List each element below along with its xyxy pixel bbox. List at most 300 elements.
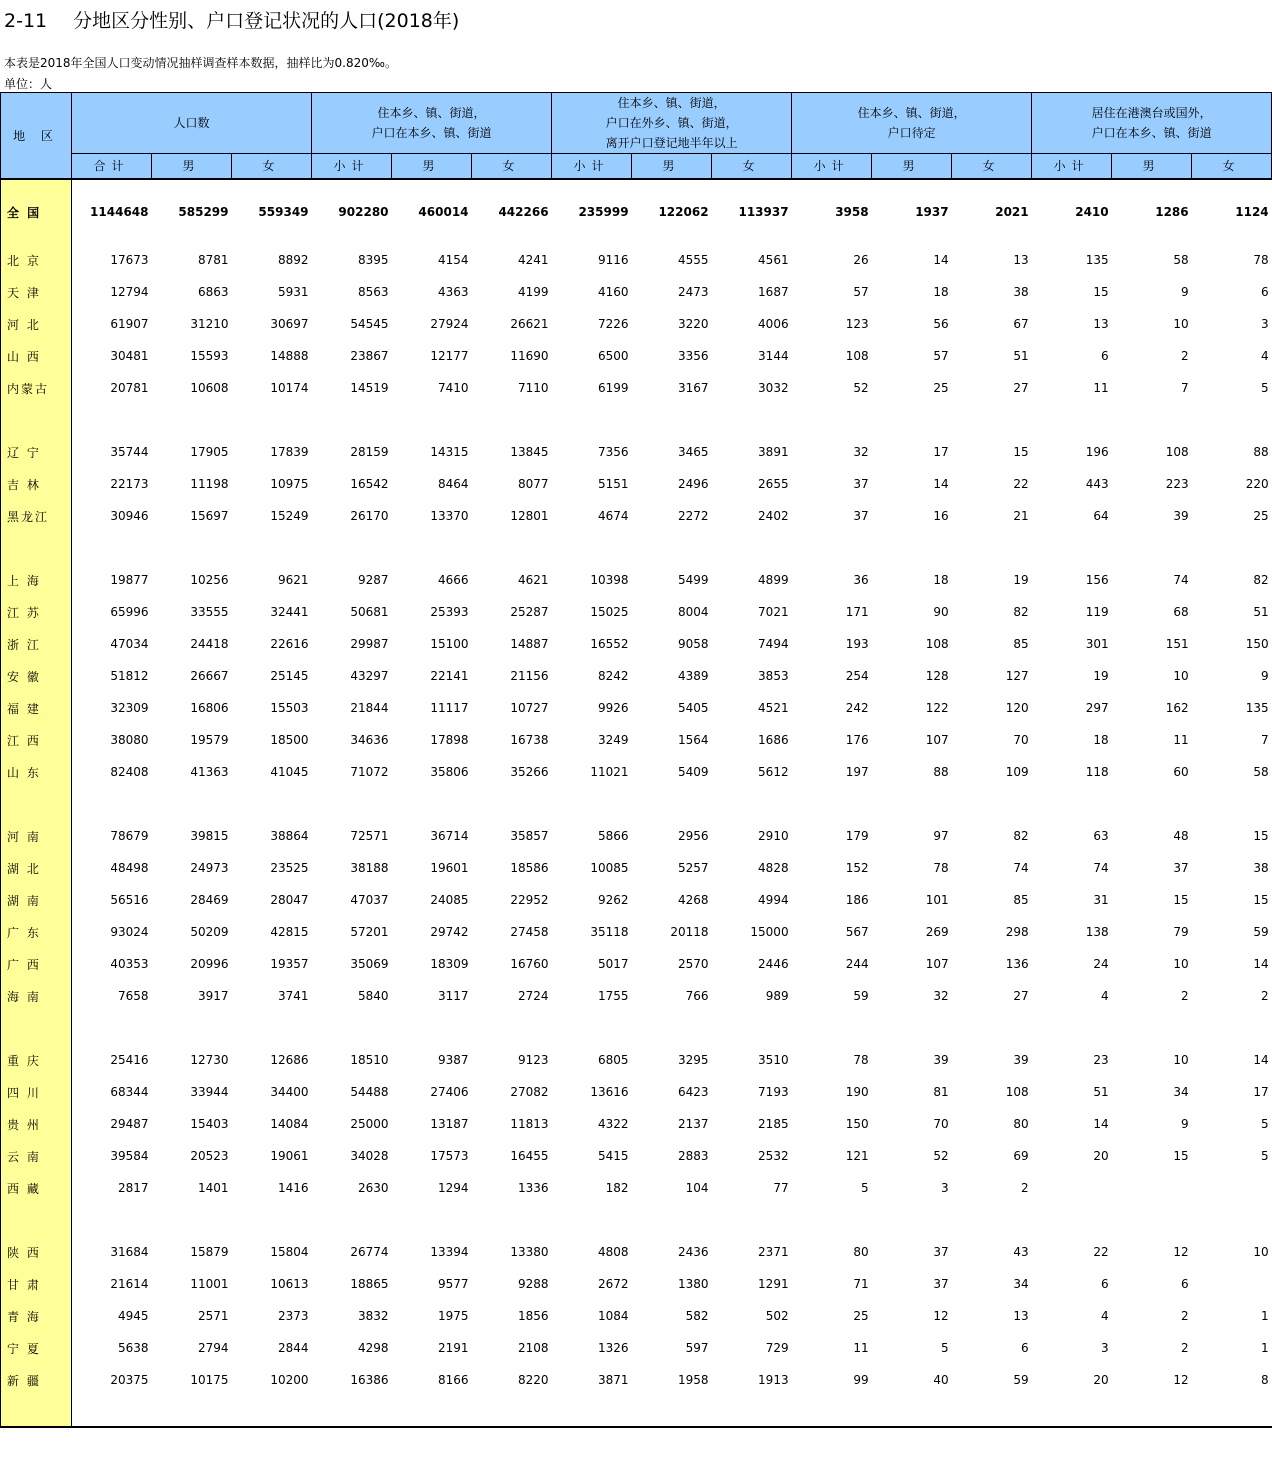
value-cell: 18	[933, 573, 949, 587]
region-name: 新 疆	[1, 1364, 72, 1396]
region-name: 青 海	[1, 1300, 72, 1332]
table-row	[1, 916, 1272, 948]
value-cell: 11117	[430, 701, 469, 715]
value-cell: 16386	[350, 1373, 389, 1387]
value-cell: 4	[1100, 989, 1109, 1003]
value-cell: 24085	[430, 893, 469, 907]
spacer-cell	[792, 1012, 872, 1044]
value-cell: 71	[853, 1277, 869, 1291]
value-cell: 38080	[110, 733, 149, 747]
spacer-cell	[232, 1204, 312, 1236]
value-cell: 1286	[1112, 179, 1192, 244]
value-cell: 20523	[190, 1149, 229, 1163]
value-cell: 38188	[350, 861, 389, 875]
value-cell: 4945	[117, 1309, 149, 1323]
value-cell: 56	[933, 317, 949, 331]
value-cell: 4	[1261, 349, 1269, 363]
spacer-cell	[1112, 1012, 1192, 1044]
value-cell: 65996	[110, 605, 149, 619]
value-cell: 1380	[678, 1277, 709, 1291]
value-cell: 2	[1180, 989, 1189, 1003]
value-cell: 29487	[110, 1117, 149, 1131]
value-cell: 4674	[598, 509, 629, 523]
spacer-cell	[1192, 788, 1272, 820]
value-cell: 2844	[277, 1341, 309, 1355]
header-group-local	[312, 93, 552, 154]
value-cell: 4241	[518, 253, 549, 267]
value-cell: 68	[1173, 605, 1189, 619]
value-cell: 8464	[437, 477, 469, 491]
page-title	[4, 6, 459, 33]
value-cell: 12177	[430, 349, 469, 363]
value-cell: 13	[1093, 317, 1109, 331]
spacer-cell	[232, 1396, 312, 1427]
subheader-cell: 男	[392, 154, 472, 180]
value-cell: 15100	[430, 637, 469, 651]
value-cell: 14519	[350, 381, 389, 395]
value-cell	[1112, 1172, 1192, 1204]
value-cell: 25145	[270, 669, 309, 683]
value-cell: 582	[685, 1309, 709, 1323]
value-cell: 28159	[350, 445, 389, 459]
table-number: 2-11	[4, 10, 48, 32]
table-row	[1, 1172, 1272, 1204]
value-cell: 17573	[430, 1149, 469, 1163]
value-cell: 150	[1245, 637, 1269, 651]
value-cell: 19	[1013, 573, 1029, 587]
value-cell: 39	[1013, 1053, 1029, 1067]
region-name: 辽 宁	[1, 436, 72, 468]
value-cell: 14084	[270, 1117, 309, 1131]
spacer-cell	[552, 1012, 632, 1044]
value-cell: 27	[1013, 381, 1029, 395]
value-cell: 39	[933, 1053, 949, 1067]
value-cell: 24418	[190, 637, 229, 651]
value-cell: 5638	[117, 1341, 149, 1355]
spacer-cell	[872, 1012, 952, 1044]
value-cell: 597	[685, 1341, 709, 1355]
value-cell: 38864	[270, 829, 309, 843]
value-cell: 156	[1085, 573, 1109, 587]
table-row	[1, 436, 1272, 468]
value-cell: 3032	[758, 381, 789, 395]
subheader-cell: 合计	[72, 154, 152, 180]
value-cell: 3220	[678, 317, 709, 331]
value-cell: 5499	[678, 573, 709, 587]
value-cell: 1687	[758, 285, 789, 299]
value-cell: 9288	[518, 1277, 549, 1291]
value-cell: 585299	[152, 179, 232, 244]
value-cell: 152	[845, 861, 869, 875]
value-cell: 14887	[510, 637, 549, 651]
value-cell: 559349	[232, 179, 312, 244]
value-cell: 31	[1093, 893, 1109, 907]
value-cell: 10200	[270, 1373, 309, 1387]
spacer-cell	[1, 1396, 72, 1427]
spacer-cell	[1032, 404, 1112, 436]
value-cell: 15503	[270, 701, 309, 715]
value-cell: 72571	[350, 829, 389, 843]
value-cell: 2272	[678, 509, 709, 523]
value-cell: 1144648	[72, 179, 152, 244]
value-cell: 107	[925, 957, 949, 971]
value-cell: 5151	[598, 477, 629, 491]
value-cell: 68344	[110, 1085, 149, 1099]
subheader-cell: 女	[472, 154, 552, 180]
table-title: 分地区分性别、户口登记状况的人口(2018年)	[73, 10, 460, 32]
value-cell: 2185	[758, 1117, 789, 1131]
value-cell: 21614	[110, 1277, 149, 1291]
value-cell: 11021	[590, 765, 629, 779]
value-cell: 15	[1173, 893, 1189, 907]
subheader-cell: 女	[1192, 154, 1272, 180]
value-cell: 6199	[598, 381, 629, 395]
table-row	[1, 1332, 1272, 1364]
subheader-cell: 女	[232, 154, 312, 180]
spacer-cell	[152, 404, 232, 436]
value-cell: 35744	[110, 445, 149, 459]
header-line: 离开户口登记地半年以上	[605, 136, 738, 150]
region-name: 山 西	[1, 340, 72, 372]
value-cell: 18865	[350, 1277, 389, 1291]
total-row	[1, 179, 1272, 244]
region-name: 湖 南	[1, 884, 72, 916]
value-cell: 15	[1173, 1149, 1189, 1163]
value-cell: 135	[1085, 253, 1109, 267]
value-cell: 40353	[110, 957, 149, 971]
value-cell: 5	[860, 1181, 869, 1195]
spacer-cell	[552, 788, 632, 820]
table-row	[1, 1044, 1272, 1076]
value-cell: 32441	[270, 605, 309, 619]
value-cell: 235999	[552, 179, 632, 244]
spacer-cell	[312, 1012, 392, 1044]
value-cell: 48498	[110, 861, 149, 875]
spacer-row	[1, 1204, 1272, 1236]
spacer-cell	[72, 1396, 152, 1427]
header-line: 户口在本乡、镇、街道	[1091, 126, 1212, 140]
value-cell: 9387	[437, 1053, 469, 1067]
value-cell: 3144	[758, 349, 789, 363]
value-cell: 3356	[678, 349, 709, 363]
value-cell: 13394	[430, 1245, 469, 1259]
value-cell: 15	[1013, 445, 1029, 459]
value-cell: 34	[1013, 1277, 1029, 1291]
value-cell: 223	[1165, 477, 1189, 491]
value-cell: 35266	[510, 765, 549, 779]
value-cell: 2	[1020, 1181, 1029, 1195]
value-cell: 9	[1261, 669, 1269, 683]
table-row	[1, 1140, 1272, 1172]
value-cell: 32309	[110, 701, 149, 715]
table-row	[1, 372, 1272, 404]
value-cell: 4555	[678, 253, 709, 267]
spacer-cell	[472, 1396, 552, 1427]
value-cell: 196	[1085, 445, 1109, 459]
spacer-cell	[872, 1396, 952, 1427]
region-name: 陕 西	[1, 1236, 72, 1268]
spacer-row	[1, 788, 1272, 820]
value-cell: 244	[845, 957, 869, 971]
value-cell: 6423	[678, 1085, 709, 1099]
value-cell: 22952	[510, 893, 549, 907]
table-row	[1, 1268, 1272, 1300]
value-cell: 2371	[758, 1245, 789, 1259]
value-cell: 136	[1005, 957, 1029, 971]
value-cell: 7226	[598, 317, 629, 331]
value-cell: 21156	[510, 669, 549, 683]
spacer-cell	[312, 788, 392, 820]
spacer-cell	[1, 1204, 72, 1236]
value-cell: 171	[845, 605, 869, 619]
spacer-cell	[392, 404, 472, 436]
value-cell: 52	[853, 381, 869, 395]
value-cell: 1755	[598, 989, 629, 1003]
value-cell: 88	[1253, 445, 1269, 459]
spacer-cell	[792, 1204, 872, 1236]
spacer-cell	[792, 1396, 872, 1427]
value-cell: 13380	[510, 1245, 549, 1259]
header-line: 住本乡、镇、街道，	[377, 106, 486, 120]
value-cell: 11690	[510, 349, 549, 363]
spacer-cell	[872, 532, 952, 564]
value-cell: 502	[765, 1309, 789, 1323]
region-name: 内蒙古	[1, 372, 72, 404]
table-row	[1, 500, 1272, 532]
value-cell: 26170	[350, 509, 389, 523]
value-cell: 13	[1013, 1309, 1029, 1323]
value-cell: 4363	[437, 285, 469, 299]
value-cell: 2910	[758, 829, 789, 843]
value-cell: 119	[1085, 605, 1109, 619]
value-cell: 24973	[190, 861, 229, 875]
value-cell	[1192, 1268, 1272, 1300]
value-cell: 3295	[678, 1053, 709, 1067]
value-cell: 12794	[110, 285, 149, 299]
value-cell: 108	[845, 349, 869, 363]
value-cell: 19877	[110, 573, 149, 587]
value-cell: 23867	[350, 349, 389, 363]
value-cell: 18309	[430, 957, 469, 971]
spacer-cell	[952, 404, 1032, 436]
value-cell: 2021	[952, 179, 1032, 244]
value-cell: 1336	[518, 1181, 549, 1195]
value-cell: 16542	[350, 477, 389, 491]
value-cell: 18500	[270, 733, 309, 747]
value-cell: 1084	[598, 1309, 629, 1323]
value-cell: 10975	[270, 477, 309, 491]
table-row	[1, 340, 1272, 372]
value-cell: 74	[1173, 573, 1189, 587]
table-row	[1, 980, 1272, 1012]
value-cell: 7	[1180, 381, 1189, 395]
value-cell: 8	[1261, 1373, 1269, 1387]
value-cell: 15879	[190, 1245, 229, 1259]
value-cell: 729	[765, 1341, 789, 1355]
value-cell: 24	[1093, 957, 1109, 971]
spacer-cell	[232, 532, 312, 564]
value-cell: 18586	[510, 861, 549, 875]
value-cell: 13370	[430, 509, 469, 523]
value-cell: 1401	[197, 1181, 229, 1195]
value-cell: 41363	[190, 765, 229, 779]
value-cell: 63	[1093, 829, 1109, 843]
value-cell: 13187	[430, 1117, 469, 1131]
value-cell: 25416	[110, 1053, 149, 1067]
value-cell: 2402	[758, 509, 789, 523]
value-cell: 2446	[758, 957, 789, 971]
value-cell: 26774	[350, 1245, 389, 1259]
value-cell: 4160	[598, 285, 629, 299]
region-name: 吉 林	[1, 468, 72, 500]
region-name: 上 海	[1, 564, 72, 596]
spacer-cell	[952, 532, 1032, 564]
value-cell: 15000	[750, 925, 789, 939]
value-cell: 2410	[1032, 179, 1112, 244]
value-cell: 8892	[277, 253, 309, 267]
value-cell: 20781	[110, 381, 149, 395]
value-cell: 766	[685, 989, 709, 1003]
value-cell: 88	[933, 765, 949, 779]
value-cell: 19357	[270, 957, 309, 971]
value-cell: 4521	[758, 701, 789, 715]
spacer-cell	[1, 1012, 72, 1044]
value-cell: 3	[940, 1181, 949, 1195]
value-cell: 32	[853, 445, 869, 459]
value-cell: 2137	[678, 1117, 709, 1131]
value-cell: 11	[1093, 381, 1109, 395]
value-cell: 7	[1261, 733, 1269, 747]
value-cell: 2191	[437, 1341, 469, 1355]
value-cell: 38	[1253, 861, 1269, 875]
spacer-cell	[72, 788, 152, 820]
region-name: 广 东	[1, 916, 72, 948]
value-cell: 179	[845, 829, 869, 843]
value-cell: 567	[845, 925, 869, 939]
unit-label: 单位：人	[4, 77, 53, 91]
value-cell: 4828	[758, 861, 789, 875]
value-cell: 4994	[758, 893, 789, 907]
value-cell: 60	[1173, 765, 1189, 779]
spacer-cell	[232, 1012, 312, 1044]
value-cell: 47034	[110, 637, 149, 651]
value-cell: 11001	[190, 1277, 229, 1291]
value-cell: 17898	[430, 733, 469, 747]
value-cell: 99	[853, 1373, 869, 1387]
value-cell: 8077	[518, 477, 549, 491]
value-cell: 2	[1180, 349, 1189, 363]
value-cell: 43	[1013, 1245, 1029, 1259]
spacer-cell	[392, 1396, 472, 1427]
value-cell: 17	[1253, 1085, 1269, 1099]
spacer-cell	[1032, 1204, 1112, 1236]
value-cell: 33555	[190, 605, 229, 619]
spacer-row	[1, 1012, 1272, 1044]
value-cell: 19061	[270, 1149, 309, 1163]
table-row	[1, 308, 1272, 340]
value-cell: 61907	[110, 317, 149, 331]
spacer-cell	[392, 1204, 472, 1236]
value-cell: 5409	[678, 765, 709, 779]
value-cell: 97	[933, 829, 949, 843]
value-cell: 14315	[430, 445, 469, 459]
value-cell: 9621	[277, 573, 309, 587]
value-cell: 15025	[590, 605, 629, 619]
spacer-cell	[1112, 788, 1192, 820]
spacer-cell	[632, 1012, 712, 1044]
value-cell: 14	[1253, 957, 1269, 971]
spacer-cell	[1192, 1012, 1272, 1044]
spacer-cell	[72, 1012, 152, 1044]
header-region: 地 区	[1, 93, 72, 180]
value-cell: 15804	[270, 1245, 309, 1259]
header-line: 户口在本乡、镇、街道	[371, 126, 492, 140]
value-cell: 41045	[270, 765, 309, 779]
value-cell: 90	[933, 605, 949, 619]
value-cell: 30697	[270, 317, 309, 331]
value-cell: 2570	[678, 957, 709, 971]
value-cell: 5840	[357, 989, 389, 1003]
value-cell: 35069	[350, 957, 389, 971]
table-row	[1, 1364, 1272, 1396]
value-cell: 14	[933, 477, 949, 491]
value-cell: 82	[1253, 573, 1269, 587]
region-name: 安 徽	[1, 660, 72, 692]
value-cell: 10	[1173, 317, 1189, 331]
header-group-migrant	[552, 93, 792, 154]
value-cell: 9	[1180, 285, 1189, 299]
region-name: 云 南	[1, 1140, 72, 1172]
spacer-cell	[1032, 788, 1112, 820]
value-cell: 31210	[190, 317, 229, 331]
value-cell: 39584	[110, 1149, 149, 1163]
value-cell: 107	[925, 733, 949, 747]
table-row	[1, 596, 1272, 628]
value-cell: 3	[1261, 317, 1269, 331]
header-line: 居住在港澳台或国外，	[1091, 106, 1212, 120]
value-cell	[1192, 1172, 1272, 1204]
value-cell: 9926	[598, 701, 629, 715]
value-cell: 3871	[598, 1373, 629, 1387]
region-name: 河 南	[1, 820, 72, 852]
spacer-cell	[1192, 404, 1272, 436]
value-cell: 128	[925, 669, 949, 683]
region-name: 全 国	[1, 179, 72, 244]
spacer-cell	[712, 1396, 792, 1427]
value-cell: 1937	[872, 179, 952, 244]
value-cell: 109	[1005, 765, 1029, 779]
value-cell: 10613	[270, 1277, 309, 1291]
value-cell: 269	[925, 925, 949, 939]
spacer-cell	[1192, 1396, 1272, 1427]
value-cell: 2	[1180, 1309, 1189, 1323]
value-cell: 4322	[598, 1117, 629, 1131]
value-cell: 27	[1013, 989, 1029, 1003]
value-cell: 5866	[598, 829, 629, 843]
table-row	[1, 276, 1272, 308]
spacer-cell	[152, 1012, 232, 1044]
region-name: 浙 江	[1, 628, 72, 660]
value-cell: 42815	[270, 925, 309, 939]
value-cell: 12	[1173, 1373, 1189, 1387]
value-cell: 2724	[518, 989, 549, 1003]
value-cell: 104	[685, 1181, 709, 1195]
value-cell: 9116	[598, 253, 629, 267]
value-cell: 11	[1173, 733, 1189, 747]
value-cell: 34636	[350, 733, 389, 747]
value-cell: 108	[1005, 1085, 1029, 1099]
value-cell: 50209	[190, 925, 229, 939]
